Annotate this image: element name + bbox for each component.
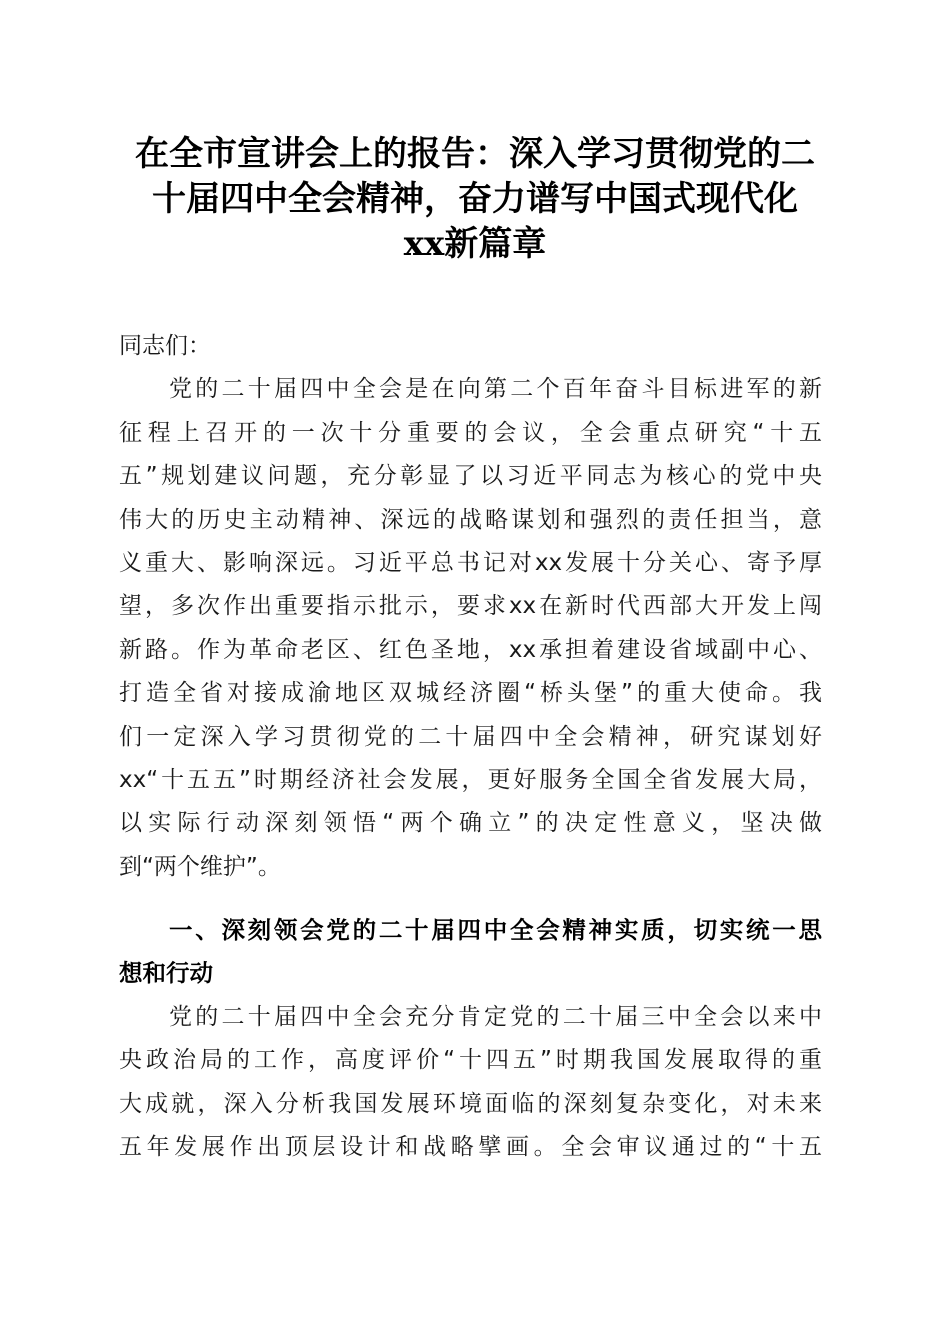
text-line: 们一定深入学习贯彻党的二十届四中全会精神，研究谋划好 [119, 723, 822, 750]
text-line: xx“十五五”时期经济社会发展，更好服务全国全省发展大局， [119, 766, 822, 793]
salutation: 同志们： [119, 333, 211, 359]
text-line: 义重大、影响深远。习近平总书记对xx发展十分关心、寄予厚 [119, 549, 822, 576]
text-line: 伟大的历史主动精神、深远的战略谋划和强烈的责任担当，意 [119, 506, 822, 533]
section-heading-1 [119, 909, 822, 996]
text-line: 以实际行动深刻领悟“两个确立”的决定性意义，坚决做 [119, 810, 822, 837]
heading-line: 想和行动 [119, 959, 213, 988]
text-line: 征程上召开的一次十分重要的会议，全会重点研究“十五 [119, 419, 822, 446]
text-line: 五年发展作出顶层设计和战略擘画。全会审议通过的“十五 [119, 1134, 822, 1161]
document-body [119, 325, 822, 1169]
text-line: 望，多次作出重要指示批示，要求xx在新时代西部大开发上闯 [119, 593, 822, 620]
text-line: 党的二十届四中全会充分肯定党的二十届三中全会以来中 [169, 1003, 822, 1030]
title-line: 十届四中全会精神，奋力谱写中国式现代化 [152, 179, 798, 219]
text-line: 央政治局的工作，高度评价“十四五”时期我国发展取得的重 [119, 1047, 822, 1074]
text-line: 新路。作为革命老区、红色圣地，xx承担着建设省域副中心、 [119, 636, 822, 663]
title-line: 在全市宣讲会上的报告：深入学习贯彻党的二 [135, 134, 815, 174]
title-line: xx新篇章 [403, 224, 547, 264]
heading-line: 一、深刻领会党的二十届四中全会精神实质，切实统一思 [169, 916, 822, 945]
text-line: 五”规划建议问题，充分彰显了以习近平同志为核心的党中央 [119, 463, 822, 490]
document-title [110, 132, 840, 267]
paragraph-section-1 [119, 996, 822, 1170]
text-line: 党的二十届四中全会是在向第二个百年奋斗目标进军的新 [169, 376, 822, 403]
text-line: 大成就，深入分析我国发展环境面临的深刻复杂变化，对未来 [119, 1090, 822, 1117]
text-line: 打造全省对接成渝地区双城经济圈“桥头堡”的重大使命。我 [119, 680, 822, 707]
text-line: 到“两个维护”。 [119, 853, 281, 880]
paragraph-intro [119, 368, 822, 889]
